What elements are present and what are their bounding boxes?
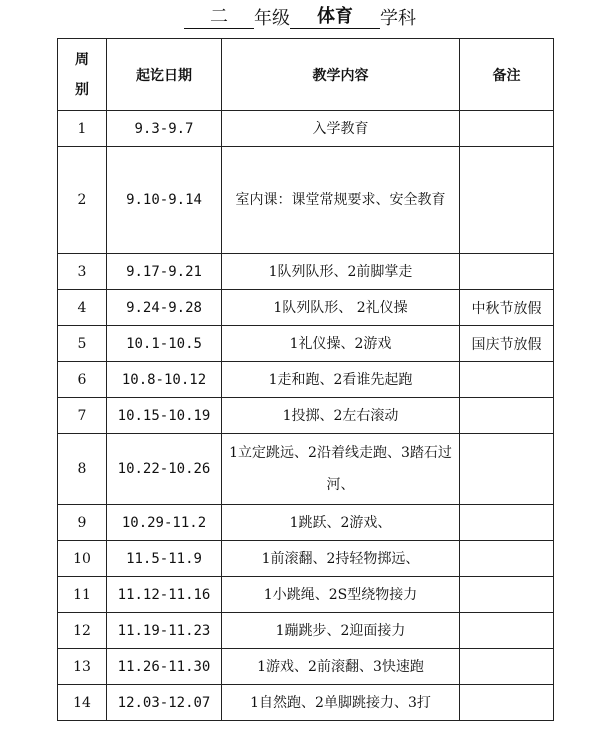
note-cell bbox=[460, 147, 554, 254]
week-cell: 6 bbox=[58, 362, 107, 398]
note-cell bbox=[460, 362, 554, 398]
week-cell: 9 bbox=[58, 505, 107, 541]
content-cell: 入学教育 bbox=[222, 111, 460, 147]
table-row bbox=[58, 685, 554, 721]
week-cell: 1 bbox=[58, 111, 107, 147]
table-row bbox=[58, 577, 554, 613]
table-row bbox=[58, 649, 554, 685]
week-cell: 4 bbox=[58, 290, 107, 326]
header-content: 教学内容 bbox=[222, 39, 460, 111]
week-cell: 12 bbox=[58, 613, 107, 649]
content-cell: 室内课：课堂常规要求、安全教育 bbox=[222, 147, 460, 254]
table-row bbox=[58, 434, 554, 505]
note-cell bbox=[460, 541, 554, 577]
dates-cell: 9.3-9.7 bbox=[107, 111, 222, 147]
content-cell: 1游戏、2前滚翻、3快速跑 bbox=[222, 649, 460, 685]
week-cell: 2 bbox=[58, 147, 107, 254]
note-cell bbox=[460, 577, 554, 613]
subject-suffix: 学科 bbox=[380, 8, 416, 29]
week-cell: 14 bbox=[58, 685, 107, 721]
table-row bbox=[58, 362, 554, 398]
week-cell: 10 bbox=[58, 541, 107, 577]
dates-cell: 9.24-9.28 bbox=[107, 290, 222, 326]
table-row bbox=[58, 111, 554, 147]
note-cell bbox=[460, 505, 554, 541]
dates-cell: 9.17-9.21 bbox=[107, 254, 222, 290]
dates-cell: 10.22-10.26 bbox=[107, 434, 222, 505]
dates-cell: 11.19-11.23 bbox=[107, 613, 222, 649]
table-row bbox=[58, 398, 554, 434]
dates-cell: 10.1-10.5 bbox=[107, 326, 222, 362]
table-row bbox=[58, 505, 554, 541]
week-cell: 3 bbox=[58, 254, 107, 290]
week-cell: 7 bbox=[58, 398, 107, 434]
table-row bbox=[58, 147, 554, 254]
table-row bbox=[58, 541, 554, 577]
week-cell: 11 bbox=[58, 577, 107, 613]
table-header-row bbox=[58, 39, 554, 111]
grade-suffix: 年级 bbox=[254, 8, 290, 29]
week-cell: 8 bbox=[58, 434, 107, 505]
dates-cell: 9.10-9.14 bbox=[107, 147, 222, 254]
grade-blank: 二 bbox=[184, 6, 254, 29]
content-cell: 1跳跃、2游戏、 bbox=[222, 505, 460, 541]
table-row bbox=[58, 290, 554, 326]
week-cell: 5 bbox=[58, 326, 107, 362]
note-cell bbox=[460, 254, 554, 290]
content-cell: 1蹦跳步、2迎面接力 bbox=[222, 613, 460, 649]
note-cell bbox=[460, 649, 554, 685]
content-cell: 1小跳绳、2S型绕物接力 bbox=[222, 577, 460, 613]
week-cell: 13 bbox=[58, 649, 107, 685]
dates-cell: 10.8-10.12 bbox=[107, 362, 222, 398]
content-cell: 1投掷、2左右滚动 bbox=[222, 398, 460, 434]
content-cell: 1立定跳远、2沿着线走跑、3踏石过河、 bbox=[222, 434, 460, 505]
dates-cell: 10.29-11.2 bbox=[107, 505, 222, 541]
content-cell: 1自然跑、2单脚跳接力、3打 bbox=[222, 685, 460, 721]
document-title bbox=[0, 6, 600, 32]
table-row bbox=[58, 254, 554, 290]
content-cell: 1礼仪操、2游戏 bbox=[222, 326, 460, 362]
note-cell bbox=[460, 111, 554, 147]
note-cell: 国庆节放假 bbox=[460, 326, 554, 362]
note-cell bbox=[460, 613, 554, 649]
dates-cell: 11.26-11.30 bbox=[107, 649, 222, 685]
subject-blank: 体育 bbox=[290, 6, 380, 29]
content-cell: 1走和跑、2看谁先起跑 bbox=[222, 362, 460, 398]
schedule-table bbox=[57, 38, 554, 721]
header-notes: 备注 bbox=[460, 39, 554, 111]
dates-cell: 11.12-11.16 bbox=[107, 577, 222, 613]
content-cell: 1队列队形、 2礼仪操 bbox=[222, 290, 460, 326]
content-cell: 1前滚翻、2持轻物掷远、 bbox=[222, 541, 460, 577]
note-cell bbox=[460, 434, 554, 505]
note-cell: 中秋节放假 bbox=[460, 290, 554, 326]
note-cell bbox=[460, 685, 554, 721]
table-row bbox=[58, 613, 554, 649]
dates-cell: 10.15-10.19 bbox=[107, 398, 222, 434]
dates-cell: 12.03-12.07 bbox=[107, 685, 222, 721]
header-week: 周别 bbox=[58, 39, 107, 111]
dates-cell: 11.5-11.9 bbox=[107, 541, 222, 577]
note-cell bbox=[460, 398, 554, 434]
content-cell: 1队列队形、2前脚掌走 bbox=[222, 254, 460, 290]
header-dates: 起讫日期 bbox=[107, 39, 222, 111]
table-row bbox=[58, 326, 554, 362]
